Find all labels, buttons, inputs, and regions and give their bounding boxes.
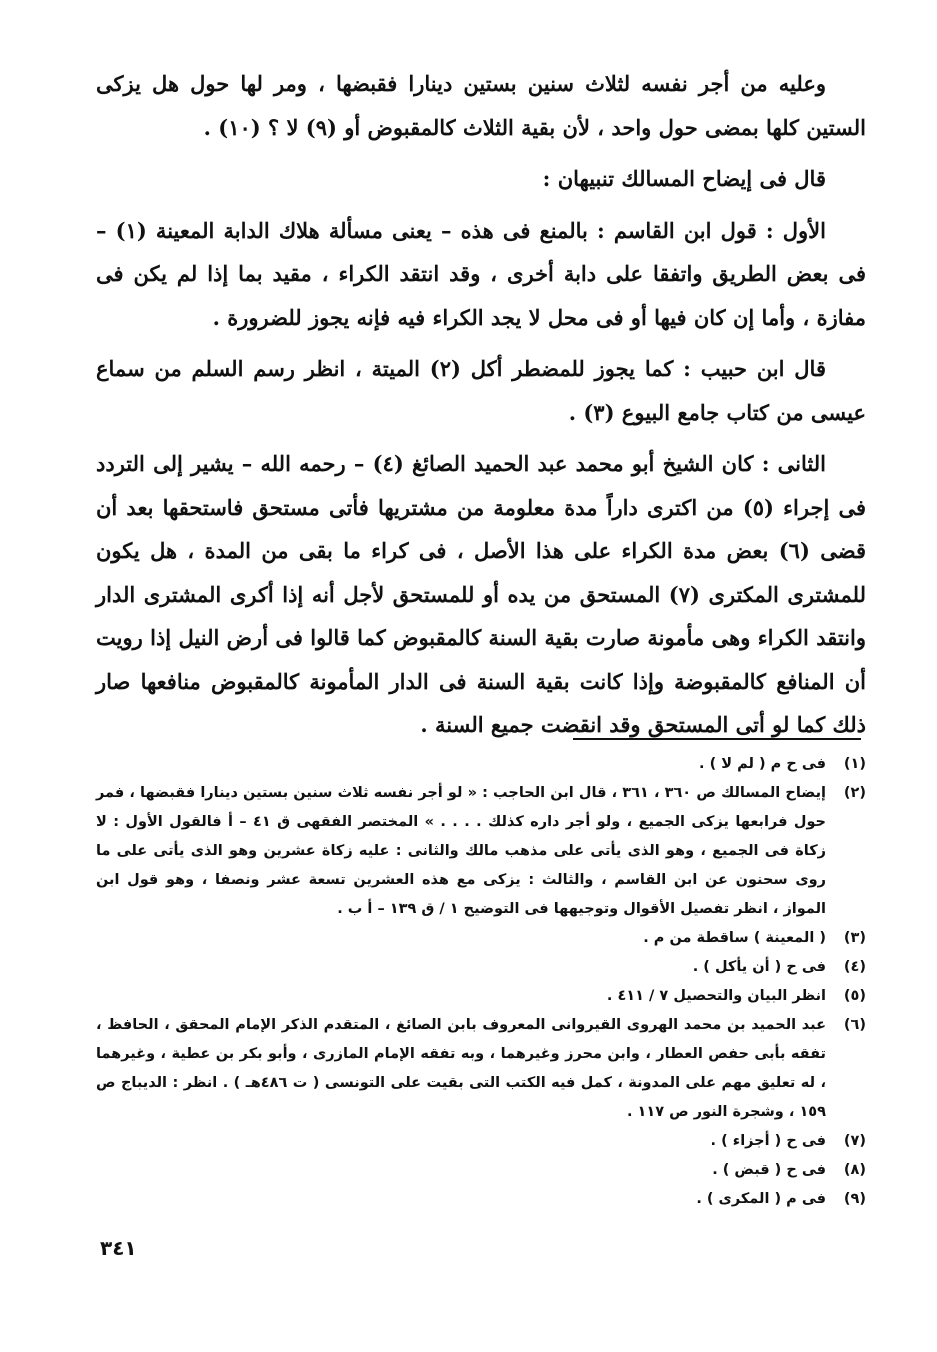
main-text	[96, 62, 866, 755]
footnote-text: عبد الحميد بن محمد الهروى القيروانى المعروف بابن الصائغ ، المتقدم الذكر الإمام المحقق ، الحافظ ، تفقه بأبى حفص العطار ، وابن محرز وغيرهما ، وبه تفقه الإمام المازرى ، وأبو بكر بن عطية ، وغيرهما ، له تعليق مهم على المدونة ، كمل فيه الكتب التى بقيت على التونسى ( ت ٤٨٦هـ ) . انظر : الديباج ص ١٥٩ ، وشجرة النور ص ١١٧ .	[96, 1017, 826, 1120]
footnote	[96, 982, 866, 1011]
footnote-text: انظر البيان والتحصيل ٧ / ٤١١ .	[606, 988, 826, 1004]
footnote	[96, 924, 866, 953]
footnote	[96, 750, 866, 779]
footnote	[96, 1011, 866, 1127]
footnote-number: (٩)	[843, 1191, 866, 1207]
footnotes	[96, 750, 866, 1214]
footnote-number: (٨)	[843, 1162, 866, 1178]
footnote-text: إيضاح المسالك ص ٣٦٠ ، ٣٦١ ، قال ابن الحاجب : « لو أجر نفسه ثلاث سنين بستين دينارا فقبضها ، فمر حول فرابعها يزكى الجميع ، ولو أجر داره كذلك . . . . » المختصر الفقهى ق ٤١ – أ فالقول الأول : لا زكاة فى الجميع ، وهو الذى يأتى على مذهب مالك والثانى : عليه زكاة عشرين وهو الذى يأتى على ما روى سحنون عن ابن القاسم ، والثالث : يزكى مع هذه العشرين تسعة عشر ونصفا ، وهو قول ابن المواز ، انظر تفصيل الأقوال وتوجيهها فى التوضيح ١ / ق ١٣٩ – أ ب .	[96, 785, 826, 917]
paragraph: قال فى إيضاح المسالك تنبيهان :	[542, 166, 826, 191]
paragraph: الأول : قول ابن القاسم : بالمنع فى هذه – يعنى مسألة هلاك الدابة المعينة (١) – فى بعض الطريق واتفقا على دابة أخرى ، وقد انتقد الكراء ، مقيد بما إذا لم يكن فى مفازة ، وأما إن كان فيها أو فى محل لا يجد الكراء فيه فإنه يجوز للضرورة .	[96, 217, 866, 330]
paragraph: وعليه من أجر نفسه لثلاث سنين بستين دينارا فقبضها ، ومر لها حول هل يزكى الستين كلها بمضى حول واحد ، لأن بقية الثلاث كالمقبوض أو (٩) لا ؟ (١٠) .	[96, 71, 866, 140]
footnote	[96, 1185, 866, 1214]
footnote-number: (٢)	[843, 785, 866, 801]
footnote	[96, 1156, 866, 1185]
footnote-number: (٤)	[843, 959, 866, 975]
footnote-text: فى ح ( قبض ) .	[712, 1162, 826, 1178]
footnote-number: (١)	[843, 756, 866, 772]
footnote-number: (٣)	[843, 930, 866, 946]
paragraph: الثانى : كان الشيخ أبو محمد عبد الحميد الصائغ (٤) – رحمه الله – يشير إلى التردد فى إجراء (٥) من اكترى داراً مدة معلومة من مشتريها فأتى مستحق فاستحقها بعد أن قضى (٦) بعض مدة الكراء على هذا الأصل ، فى كراء ما بقى من المدة ، هل يكون للمشترى المكترى (٧) المستحق من يده أو للمستحق لأجل أنه إذا أكرى المشترى الدار وانتقد الكراء وهى مأمونة صارت بقية السنة كالمقبوض كما قالوا فى أرض النيل إذا رويت أن المنافع كالمقبوضة وإذا كانت بقية السنة فى الدار المأمونة كالمقبوض منافعها صار ذلك كما لو أتى المستحق وقد انقضت جميع السنة .	[96, 451, 867, 737]
footnote-text: فى ح ( أن يأكل ) .	[692, 959, 826, 975]
footnote-number: (٧)	[843, 1133, 866, 1149]
footnote	[96, 953, 866, 982]
footnote	[96, 779, 866, 924]
footnote-number: (٦)	[843, 1017, 866, 1033]
page-number: ٣٤١	[100, 1236, 137, 1260]
footnote-separator	[573, 738, 861, 740]
footnote-text: فى ح ( أجزاء ) .	[710, 1133, 826, 1149]
footnote-number: (٥)	[843, 988, 866, 1004]
footnote	[96, 1127, 866, 1156]
footnote-text: ( المعينة ) ساقطة من م .	[643, 930, 826, 946]
footnote-text: فى ح م ( لم لا ) .	[699, 756, 826, 772]
footnote-text: فى م ( المكرى ) .	[696, 1191, 826, 1207]
paragraph: قال ابن حبيب : كما يجوز للمضطر أكل (٢) الميتة ، انظر رسم السلم من سماع عيسى من كتاب جامع البيوع (٣) .	[96, 356, 866, 425]
